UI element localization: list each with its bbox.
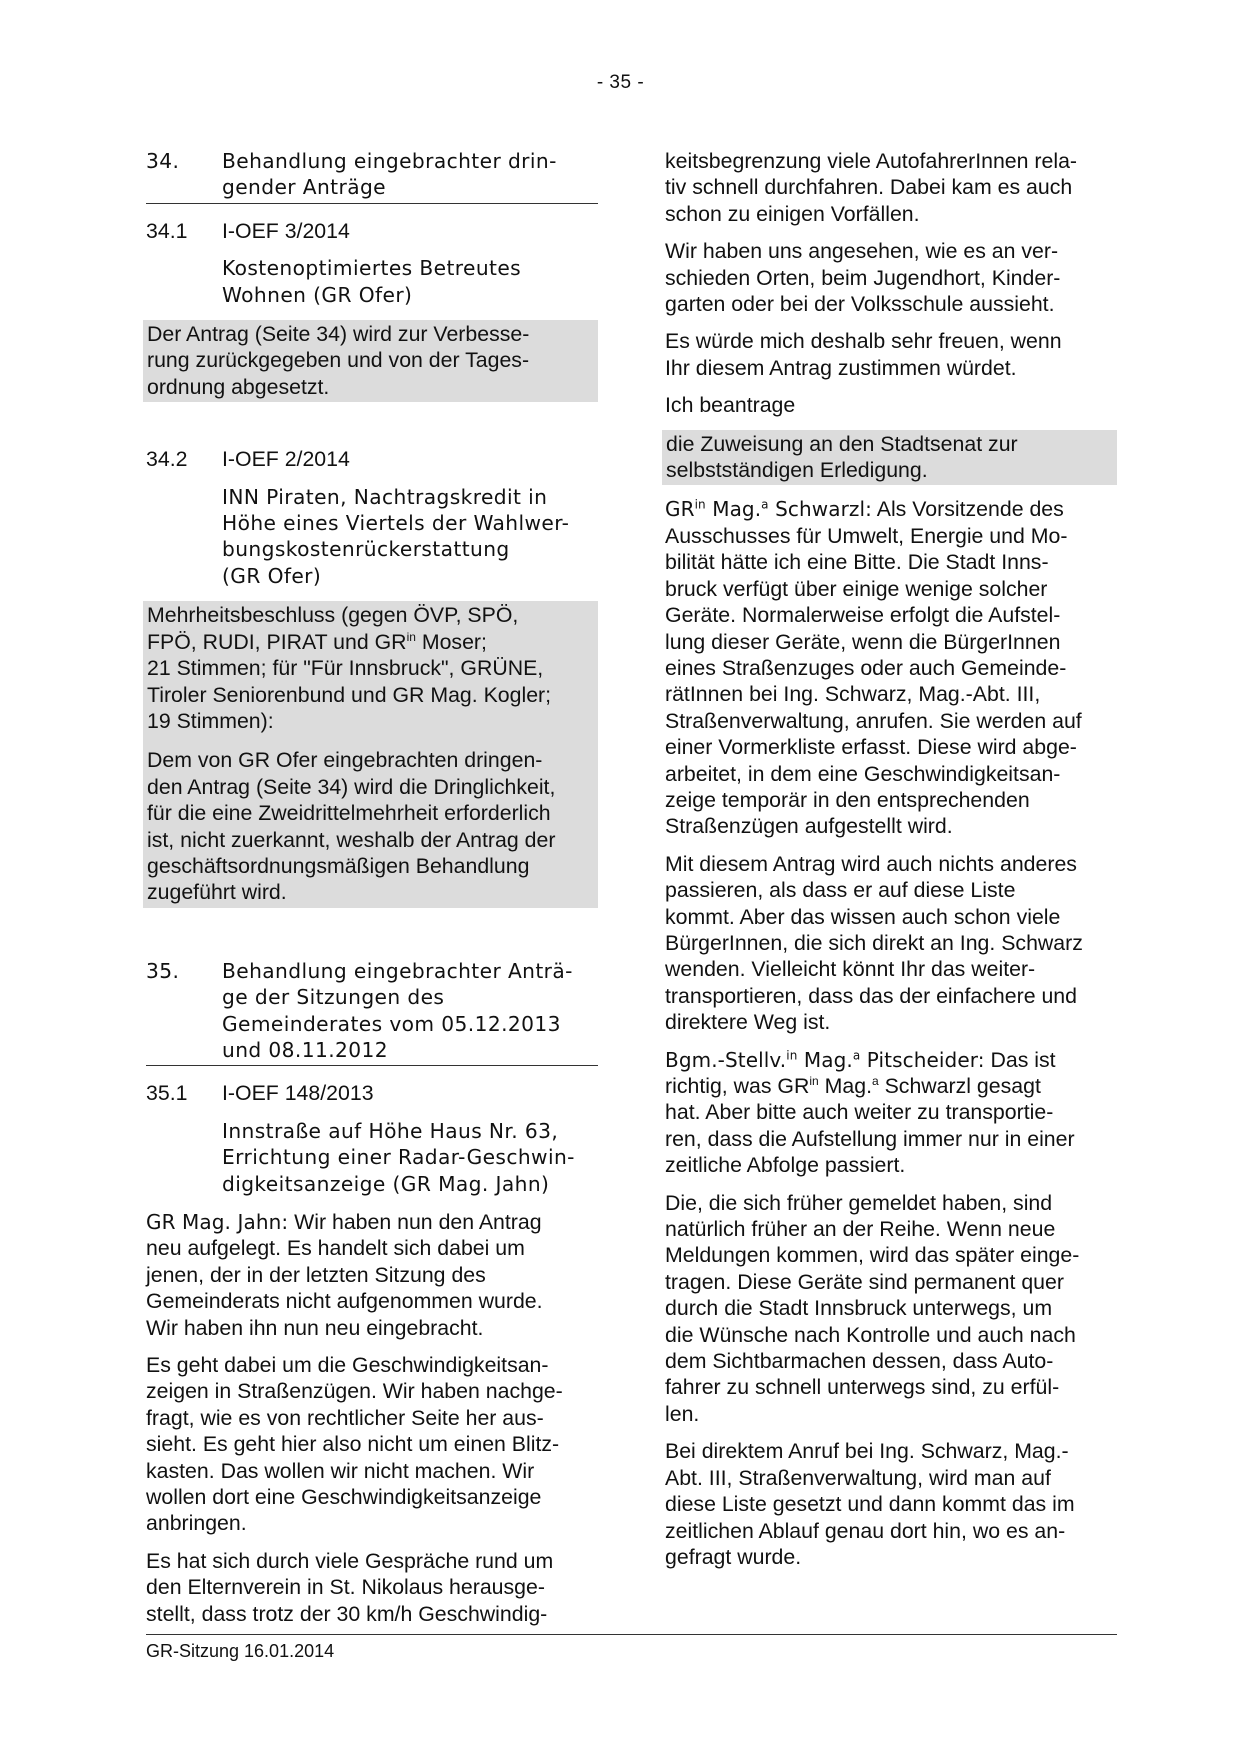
text-line: Geräte. Normalerweise erfolgt die Aufstel- [665,603,1061,628]
text-line: tragen. Diese Geräte sind permanent quer [665,1269,1064,1294]
footer-divider [146,1634,1117,1635]
text-run: Wir haben nun den Antrag [288,1210,542,1234]
text-line: hat. Aber bitte auch weiter zu transportie- [665,1100,1054,1125]
text-line: wollen dort eine Geschwindigkeitsanzeige [146,1485,542,1510]
text-run: Als Vorsitzende des [872,497,1064,522]
text-line: transportieren, dass das der einfachere und [665,983,1077,1008]
text-line: Mit diesem Antrag wird auch nichts anderes [665,851,1077,876]
text-line [665,1047,1117,1073]
text-line: Wir haben ihn nun neu eingebracht. [146,1315,484,1340]
text-line: gefragt wurde. [665,1544,802,1569]
item-code: I-OEF 2/2014 [222,447,350,472]
title-line: Höhe eines Viertels der Wahlwer- [222,511,570,536]
title-line: gender Anträge [222,175,387,200]
text-line [665,496,1117,522]
text-line: den Antrag (Seite 34) wird die Dringlichkeit, [147,774,556,799]
text-line: neu aufgelegt. Es handelt sich dabei um [146,1236,525,1261]
paragraph [665,1438,1117,1570]
text-line: garten oder bei der Volksschule aussieht. [665,292,1055,317]
text-line: für die eine Zweidrittelmehrheit erforderlich [147,801,551,826]
text-line: Es würde mich deshalb sehr freuen, wenn [665,329,1062,354]
speaker-name [665,497,872,521]
text-line: anbringen. [146,1511,247,1536]
paragraph [146,1548,598,1627]
text-line: zeitlichen Ablauf genau dort hin, wo es an- [665,1518,1066,1543]
title-line: Innstraße auf Höhe Haus Nr. 63, [222,1118,559,1143]
paragraph [665,238,1117,317]
section-number: 35. [146,958,180,983]
text-line: zeitliche Abfolge passiert. [665,1153,906,1178]
text-line: kommt. Aber das wissen auch schon viele [665,904,1061,929]
text-line: keitsbegrenzung viele AutofahrerInnen rela- [665,149,1078,173]
text-line: stellt, dass trotz der 30 km/h Geschwindig- [146,1601,548,1626]
text-line: len. [665,1401,700,1426]
text-line: Gemeinderats nicht aufgenommen wurde. [146,1289,543,1314]
text-line: einer Vormerkliste erfasst. Diese wird abge- [665,735,1077,760]
text-run: Schwarzl: [768,497,872,522]
text-line: Bei direktem Anruf bei Ing. Schwarz, Mag.- [665,1439,1069,1464]
text-run: richtig, was GR [665,1074,810,1098]
text-line: rätInnen bei Ing. Schwarz, Mag.-Abt. III, [665,682,1041,707]
item-34-1 [146,218,598,244]
text-line: Abt. III, Straßenverwaltung, wird man auf [665,1465,1051,1490]
footer: GR-Sitzung 16.01.2014 [146,1641,335,1661]
title-line: Behandlung eingebrachter drin- [222,149,557,173]
title-line: Kostenoptimiertes Betreutes [222,256,522,281]
text-line: tiv schnell durchfahren. Dabei kam es auch [665,175,1073,200]
text-line: Ausschusses für Umwelt, Energie und Mo- [665,523,1068,548]
text-run: GR [665,497,695,522]
section-35-heading [146,958,598,1067]
item-34-2 [146,446,598,472]
text-line: Es hat sich durch viele Gespräche rund um [146,1548,554,1573]
text-line: Die, die sich früher gemeldet haben, sind [665,1190,1053,1215]
paragraph [665,1190,1117,1428]
page-number: - 35 - [596,72,645,93]
text-run: Schwarzl gesagt [878,1074,1041,1098]
superscript: a [852,1047,861,1062]
text-line: fahrer zu schnell unterwegs sind, zu erfül- [665,1375,1060,1400]
text-line: eines Straßenzuges oder auch Gemeinde- [665,655,1067,680]
text-run: Moser; [415,629,487,654]
decision-text [147,320,594,402]
superscript: in [406,629,416,644]
speech-paragraph [665,496,1117,839]
text-line: lung dieser Geräte, wenn die BürgerInnen [665,629,1061,654]
title-line: digkeitsanzeige (GR Mag. Jahn) [222,1171,550,1196]
text-line: diese Liste gesetzt und dann kommt das im [665,1492,1075,1517]
text-line: passieren, als dass er auf diese Liste [665,878,1016,903]
text-line: direktere Weg ist. [665,1010,831,1035]
paragraph [665,148,1117,227]
text-line: selbstständigen Erledigung. [666,458,928,483]
title-line: und 08.11.2012 [222,1037,389,1062]
item-34-1-title [222,255,598,308]
text-line: Mehrheitsbeschluss (gegen ÖVP, SPÖ, [147,603,519,628]
text-line: Tiroler Seniorenbund und GR Mag. Kogler; [147,682,552,707]
text-line: durch die Stadt Innsbruck unterwegs, um [665,1296,1053,1321]
item-34-1-decision-box [143,320,598,402]
item-number: 34.2 [146,447,188,472]
motion-box [662,430,1117,486]
text-line: Dem von GR Ofer eingebrachten dringen- [147,748,543,773]
text-line: zugeführt wird. [147,880,287,905]
item-code: I-OEF 148/2013 [222,1081,374,1106]
text-line: geschäftsordnungsmäßigen Behandlung [147,853,530,878]
text-line: Straßenverwaltung, anrufen. Sie werden auf [665,708,1082,733]
speaker-name [665,1048,985,1072]
text-line: zeigen in Straßenzügen. Wir haben nachge- [146,1379,563,1404]
decision-text [147,746,594,907]
text-run: Mag. [818,1074,872,1098]
title-line: bungskostenrückerstattung [222,537,510,562]
text-run: Pitscheider: [860,1047,985,1072]
text-line: bruck verfügt über einige wenige solcher [665,576,1048,601]
superscript: in [694,497,706,512]
text-line: natürlich früher an der Reihe. Wenn neue [665,1217,1056,1242]
paragraph: Ich beantrage [665,393,796,418]
text-line: den Elternverein in St. Nikolaus herausge- [146,1575,545,1600]
paragraph [146,1352,598,1537]
text-line [147,629,594,655]
superscript: in [786,1047,798,1062]
paragraph [665,851,1117,1036]
text-line: 19 Stimmen): [147,708,274,733]
superscript: in [809,1073,819,1088]
item-35-1-title [222,1118,598,1197]
text-line: jenen, der in der letzten Sitzung des [146,1262,486,1287]
right-column [665,148,1117,1581]
title-line: ge der Sitzungen des [222,985,445,1010]
title-line: INN Piraten, Nachtragskredit in [222,484,548,509]
title-line: Wohnen (GR Ofer) [222,282,413,307]
title-line: Gemeinderates vom 05.12.2013 [222,1011,561,1036]
text-line: sieht. Es geht hier also nicht um einen Blitz- [146,1432,560,1457]
title-line: Behandlung eingebrachter Anträ- [222,958,573,983]
item-code: I-OEF 3/2014 [222,218,350,243]
text-line: BürgerInnen, die sich direkt an Ing. Schwarz [665,930,1083,955]
speaker-name: GR Mag. Jahn: [146,1210,289,1234]
text-line: rung zurückgegeben und von der Tages- [147,348,530,373]
text-run: Mag. [797,1047,853,1072]
text-line: Es geht dabei um die Geschwindigkeitsan- [146,1353,549,1378]
section-34-heading [146,148,598,204]
text-line: schieden Orten, beim Jugendhort, Kinder- [665,265,1061,290]
text-line: Wir haben uns angesehen, wie es an ver- [665,239,1059,264]
superscript: a [872,1073,879,1088]
text-line: fragt, wie es von rechtlicher Seite her aus- [146,1405,544,1430]
paragraph [665,328,1117,381]
item-number: 34.1 [146,218,188,243]
item-35-1 [146,1080,598,1106]
text-line: die Zuweisung an den Stadtsenat zur [666,431,1018,456]
vote-result [147,601,594,736]
section-title [222,958,598,1064]
text-line: schon zu einigen Vorfällen. [665,201,920,226]
item-34-2-decision-box [143,601,598,907]
text-line: Der Antrag (Seite 34) wird zur Verbesse- [147,322,530,347]
speech-paragraph [146,1209,598,1341]
title-line: Errichtung einer Radar-Geschwin- [222,1145,575,1170]
text-line: ist, nicht zuerkannt, weshalb der Antrag der [147,827,556,852]
text-line: arbeitet, in dem eine Geschwindigkeitsan- [665,761,1061,786]
text-line [665,1073,1117,1099]
text-line: Meldungen kommen, wird das später einge- [665,1243,1080,1268]
text-line: kasten. Das wollen wir nicht machen. Wir [146,1458,535,1483]
text-line: die Wünsche nach Kontrolle und auch nach [665,1322,1076,1347]
title-line: (GR Ofer) [222,563,322,588]
text-run: FPÖ, RUDI, PIRAT und GR [147,629,407,654]
section-number: 34. [146,149,180,173]
text-line: bilität hätte ich eine Bitte. Die Stadt Inns- [665,550,1049,575]
text-line: 21 Stimmen; für "Für Innsbruck", GRÜNE, [147,656,544,681]
motion-text [666,430,1113,486]
text-line: dem Sichtbarmachen dessen, dass Auto- [665,1349,1054,1374]
speech-paragraph [665,1047,1117,1179]
item-number: 35.1 [146,1081,188,1106]
left-column [146,148,598,1638]
text-line [146,1209,598,1235]
superscript: a [761,497,769,512]
text-line: Ihr diesem Antrag zustimmen würdet. [665,355,1017,380]
text-line: ren, dass die Aufstellung immer nur in einer [665,1126,1075,1151]
section-title [222,148,598,201]
text-run: Mag. [705,497,762,522]
item-34-2-title [222,484,598,590]
text-line: wenden. Vielleicht könnt Ihr das weiter- [665,957,1036,982]
text-line: Straßenzügen aufgestellt wird. [665,814,953,839]
text-run: Das ist [984,1047,1056,1072]
text-line: ordnung abgesetzt. [147,374,330,399]
text-run: Bgm.-Stellv. [665,1047,787,1072]
text-line: zeige temporär in den entsprechenden [665,787,1030,812]
